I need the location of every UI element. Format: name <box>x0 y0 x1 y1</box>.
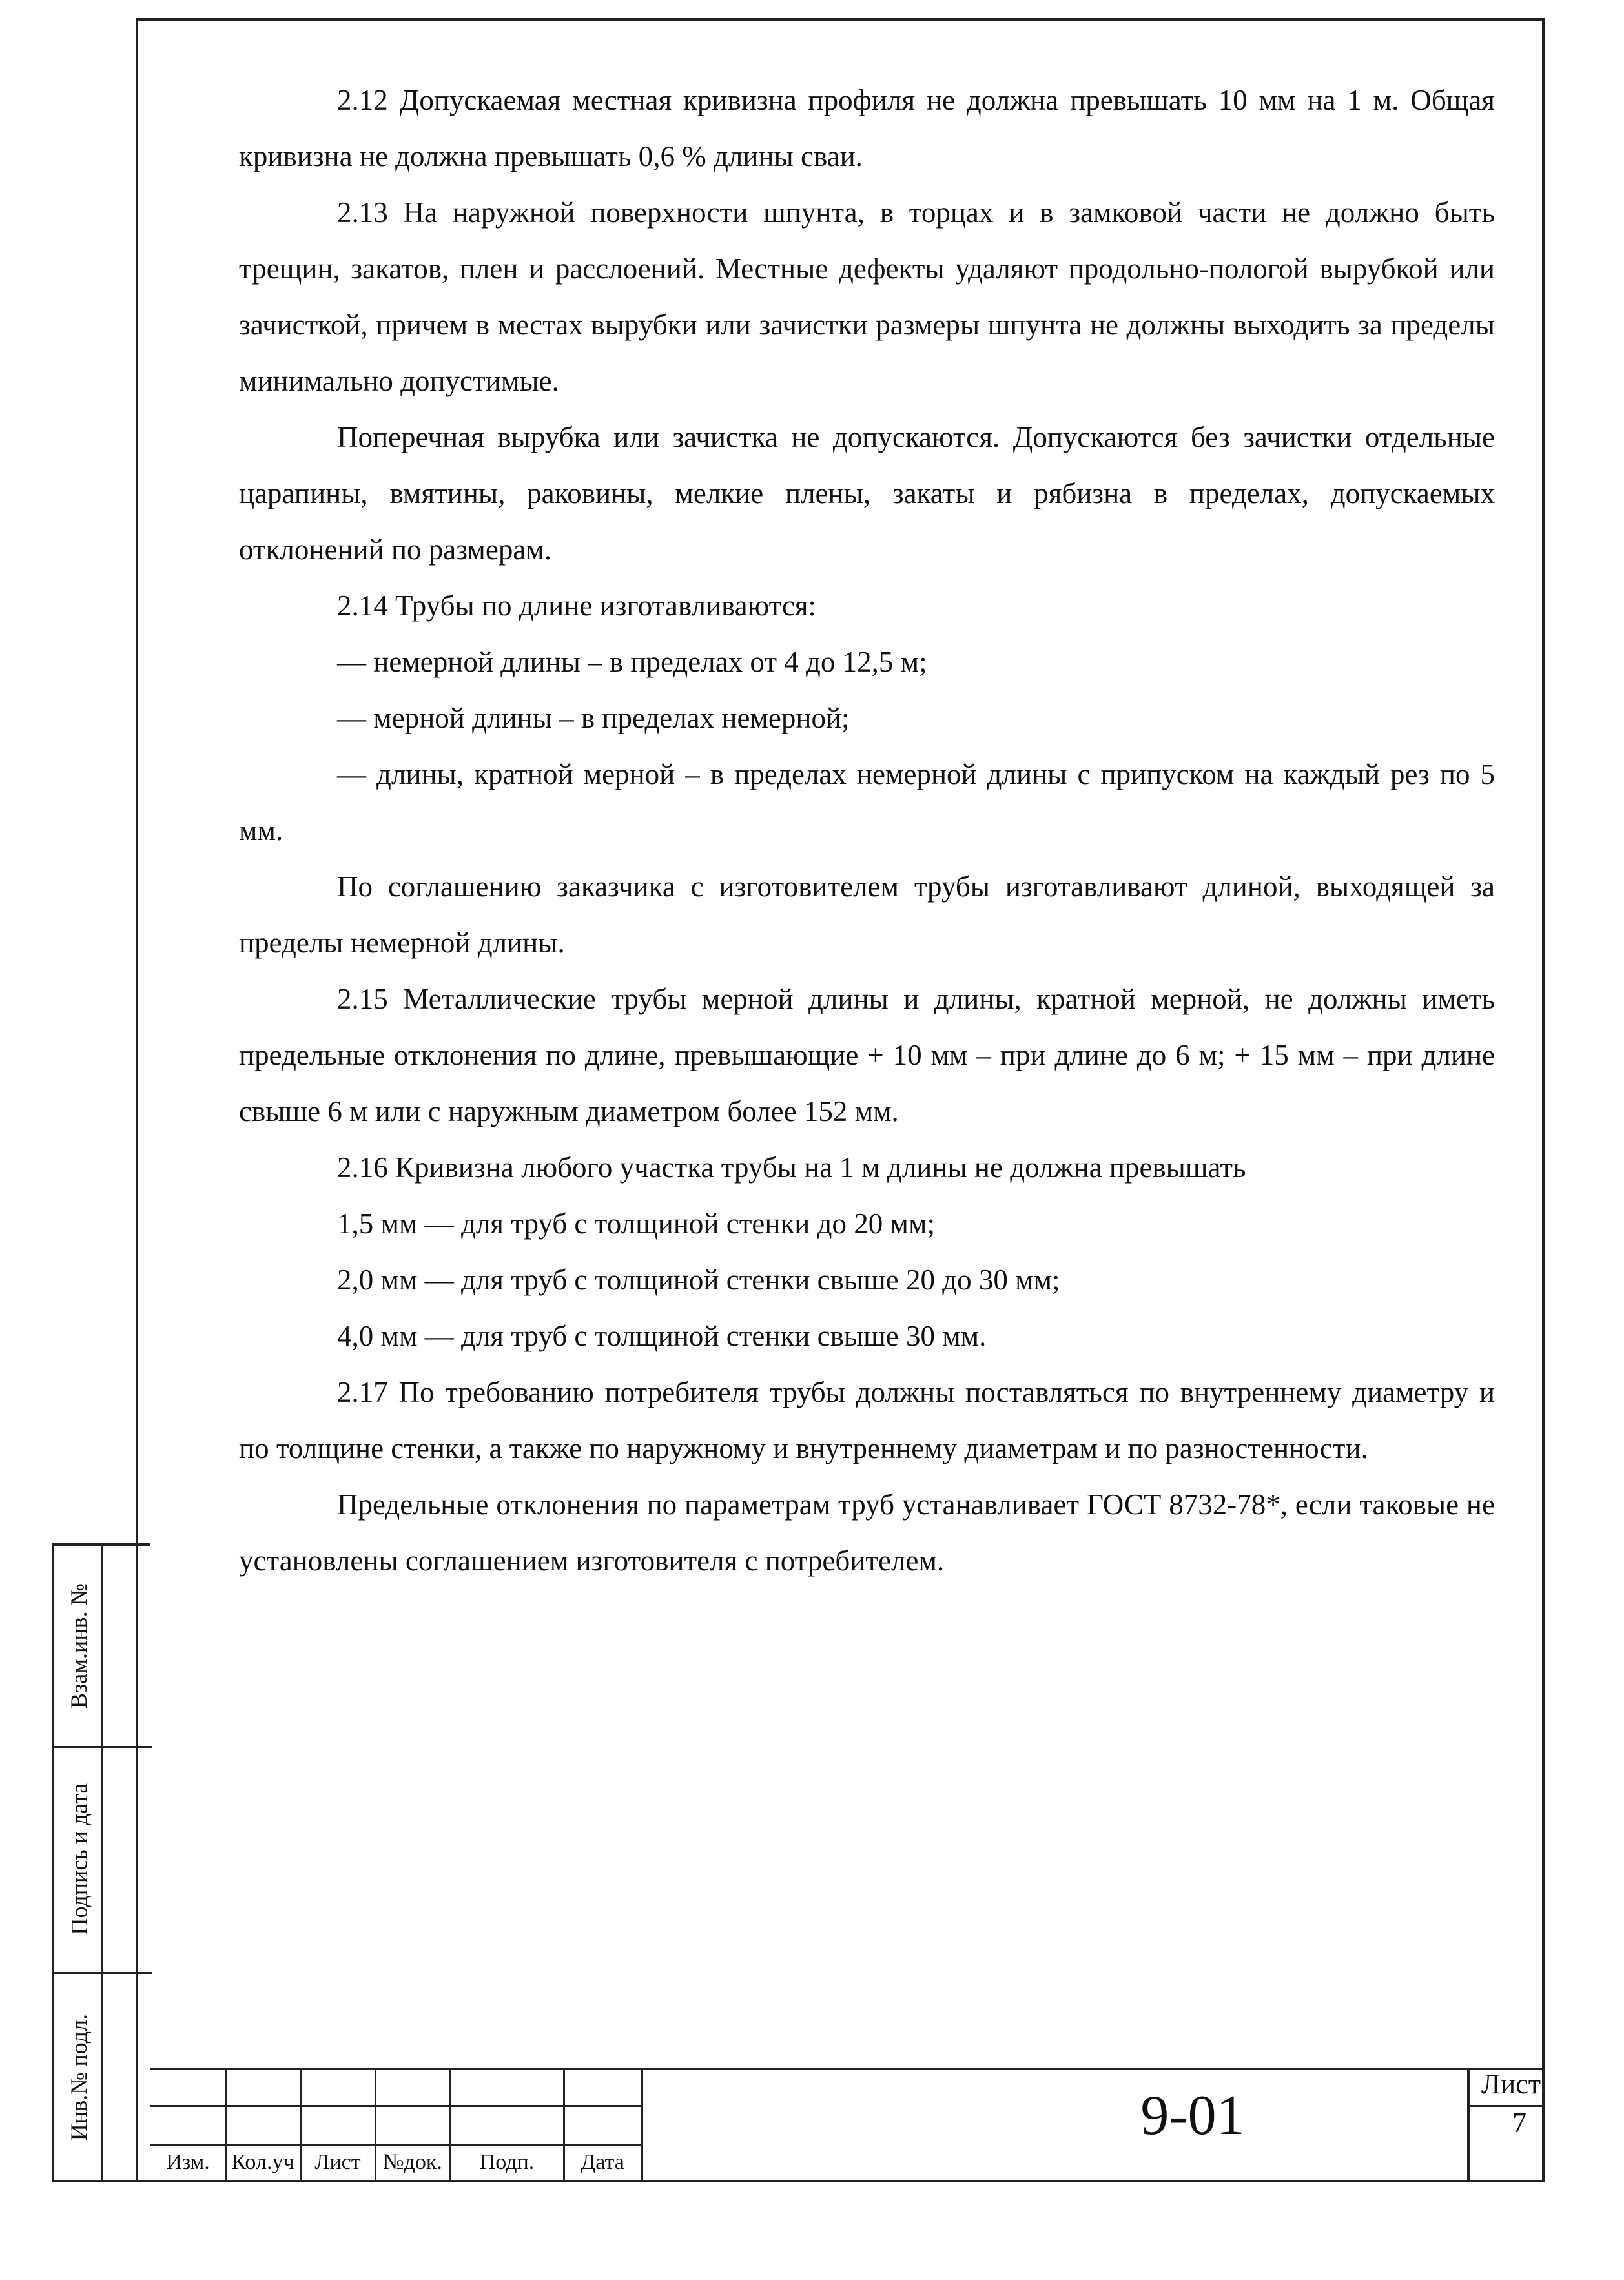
sidebar-inv-podl <box>57 1972 101 2182</box>
stamp-izm-label: Изм. <box>166 2150 210 2174</box>
paragraph: Поперечная вырубка или зачистка не допускаются. Допускаются без зачистки отдельные царапины, вмятины, раковины, мелкие плены, закаты и рябизна в пределах, допускаемых отклонений по размерам. <box>239 421 1495 566</box>
sheet-label: Лист <box>1481 2068 1541 2100</box>
sidebar-zam-inv-label: Взам.инв. № <box>66 1583 92 1709</box>
stamp-kol-uch-label: Кол.уч <box>231 2150 294 2174</box>
paragraph: 4,0 мм — для труб с толщиной стенки свыше 30 мм. <box>337 1320 987 1352</box>
sidebar-inv-podl-label: Инв.№ подл. <box>66 2013 92 2141</box>
stamp-podp-label: Подп. <box>479 2150 535 2174</box>
sidebar-fill-column <box>103 1546 152 2180</box>
paragraph: По соглашению заказчика с изготовителем трубы изготавливают длиной, выходящей за пределы немерной длины. <box>239 870 1495 959</box>
sidebar-podpis-data <box>57 1746 101 1972</box>
paragraph: Предельные отклонения по параметрам труб устанавливает ГОСТ 8732-78*, если таковые не установлены соглашением изготовителя с потребителем. <box>239 1488 1495 1577</box>
paragraph: 2.16 Кривизна любого участка трубы на 1 м длины не должна превышать <box>337 1151 1246 1184</box>
paragraph: 2.14 Трубы по длине изготавливаются: <box>337 590 817 622</box>
paragraph: 2.15 Металлические трубы мерной длины и длины, кратной мерной, не должны иметь предельные отклонения по длине, превышающие + 10 мм – при длине до 6 м; + 15 мм – при длине свыше 6 м или с наружным диаметром более 152 мм. <box>239 983 1495 1127</box>
paragraph: 2.17 По требованию потребителя трубы должны поставляться по внутреннему диаметру и по толщине стенки, а также по наружному и внутреннему диаметрам и по разностенности. <box>239 1376 1495 1464</box>
document-number: 9-01 <box>1140 2084 1245 2147</box>
sidebar-zam-inv <box>57 1546 101 1746</box>
paragraph: 2,0 мм — для труб с толщиной стенки свыше 20 до 30 мм; <box>337 1264 1060 1296</box>
stamp-list-label: Лист <box>314 2150 361 2174</box>
stamp-data-label: Дата <box>581 2150 624 2174</box>
document-body <box>239 72 1495 1589</box>
title-block <box>150 2068 1545 2182</box>
paragraph: 2.12 Допускаемая местная кривизна профиля не должна превышать 10 мм на 1 м. Общая кривизна не должна превышать 0,6 % длины сваи. <box>239 84 1495 172</box>
paragraph: 1,5 мм — для труб с толщиной стенки до 20 мм; <box>337 1207 935 1240</box>
sidebar-stamp <box>52 1543 150 2182</box>
paragraph: — мерной длины – в пределах немерной; <box>337 702 850 734</box>
sheet-number: 7 <box>1512 2107 1526 2139</box>
paragraph: 2.13 На наружной поверхности шпунта, в торцах и в замковой части не должно быть трещин, закатов, плен и расслоений. Местные дефекты удаляют продольно-пологой вырубкой или зачисткой, причем в местах вырубки или зачистки размеры шпунта не должны выходить за пределы минимально допустимые. <box>239 196 1495 397</box>
paragraph: — немерной длины – в пределах от 4 до 12,5 м; <box>337 646 927 678</box>
sidebar-podpis-data-label: Подпись и дата <box>66 1783 92 1935</box>
paragraph: — длины, кратной мерной – в пределах немерной длины с припуском на каждый рез по 5 мм. <box>239 758 1495 847</box>
stamp-n-dok-label: №док. <box>383 2150 442 2174</box>
